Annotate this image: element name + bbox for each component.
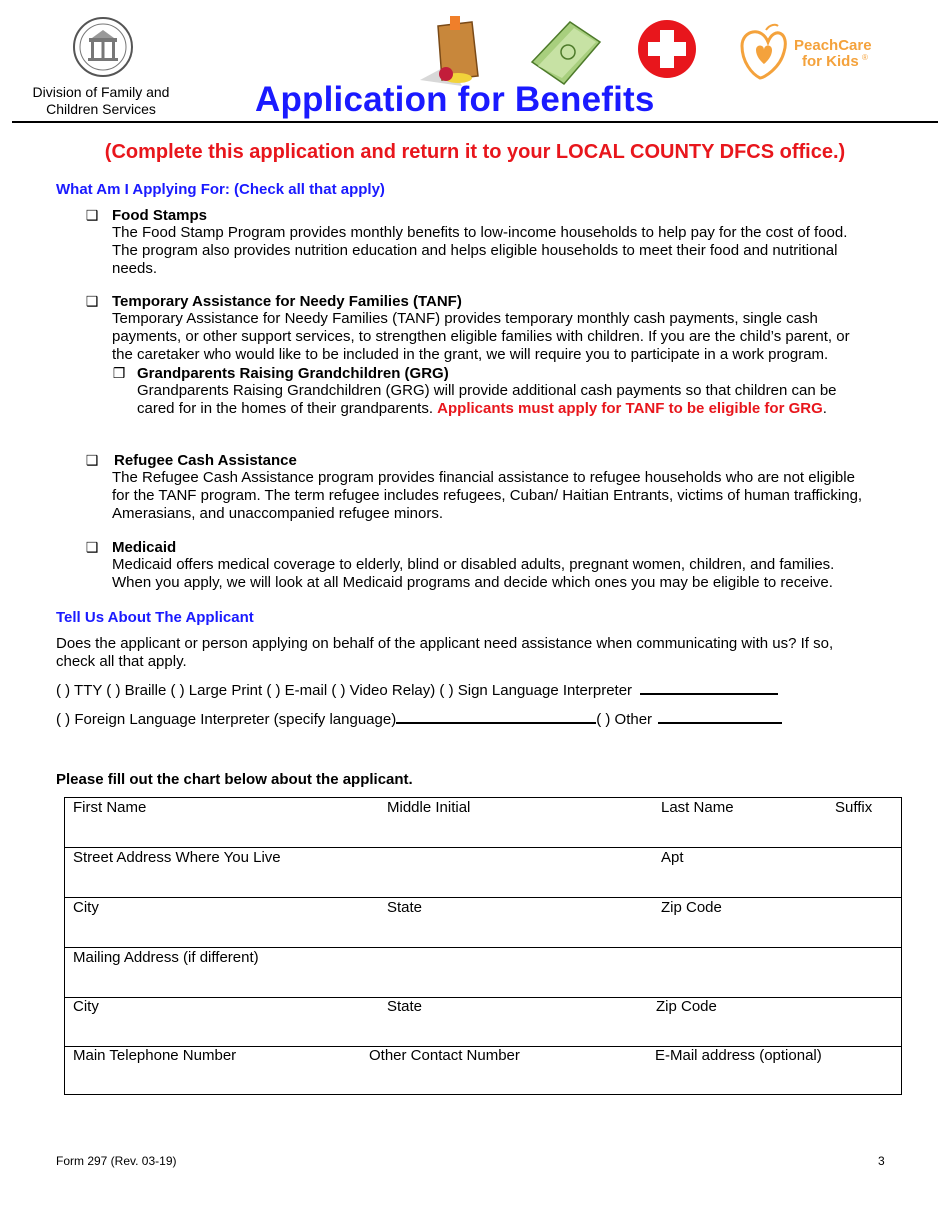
program-food-stamps xyxy=(84,207,894,278)
mailing-zip-code-field[interactable]: Zip Code xyxy=(656,998,717,1015)
email-address-field[interactable]: E-Mail address (optional) xyxy=(655,1047,822,1064)
city-field[interactable]: City xyxy=(73,899,99,916)
language-input[interactable] xyxy=(396,708,596,724)
mailing-state-field[interactable]: State xyxy=(387,998,423,1015)
chart-heading: Please fill out the chart below about the applicant. xyxy=(56,771,413,788)
state-field[interactable]: State xyxy=(387,899,423,916)
refugee-cash-checkbox[interactable]: ❑ xyxy=(85,452,99,468)
zip-code-field[interactable]: Zip Code xyxy=(661,899,722,916)
question-line-2: check all that apply. xyxy=(56,653,187,670)
peachcare-registered-mark: ® xyxy=(862,53,868,62)
program-title: Grandparents Raising Grandchildren (GRG) xyxy=(137,365,449,382)
communication-options[interactable]: ( ) TTY ( ) Braille ( ) Large Print ( ) E-mail ( ) Video Relay) ( ) Sign Language Interpreter xyxy=(56,682,633,699)
program-title: Refugee Cash Assistance xyxy=(114,452,297,469)
table-row xyxy=(65,848,901,898)
table-row xyxy=(65,898,901,948)
agency-line-2: Children Services xyxy=(46,101,156,117)
program-description-line xyxy=(137,400,901,418)
mailing-city-field[interactable]: City xyxy=(73,998,99,1015)
applicant-heading: Tell Us About The Applicant xyxy=(56,609,254,626)
money-stack-icon xyxy=(532,22,600,84)
program-description-line: Amerasians, and unaccompanied refugee minors. xyxy=(112,505,444,522)
last-name-field[interactable]: Last Name xyxy=(661,799,734,816)
program-title: Food Stamps xyxy=(112,207,208,224)
applicant-info-table xyxy=(64,797,902,1095)
other-option[interactable]: ( ) Other xyxy=(596,711,653,728)
other-input[interactable] xyxy=(658,708,782,724)
grg-eligibility-warning: Applicants must apply for TANF to be eligible for GRG xyxy=(437,400,823,417)
georgia-state-seal xyxy=(72,16,134,78)
medicaid-checkbox[interactable]: ❑ xyxy=(85,539,99,555)
grg-text-start: cared for in the homes of their grandparents. xyxy=(137,400,438,417)
program-description-line: Grandparents Raising Grandchildren (GRG) will provide additional cash payments so that children can be xyxy=(137,382,837,399)
tanf-checkbox[interactable]: ❑ xyxy=(85,293,99,309)
program-description-line: Medicaid offers medical coverage to elderly, blind or disabled adults, pregnant women, children, and families. xyxy=(112,556,835,573)
grocery-bag-icon xyxy=(420,16,478,86)
table-row xyxy=(65,1046,901,1096)
program-description-line: Temporary Assistance for Needy Families (TANF) provides temporary monthly cash payments, single cash xyxy=(112,310,818,327)
grg-checkbox[interactable]: ❒ xyxy=(112,365,126,381)
street-address-field[interactable]: Street Address Where You Live xyxy=(73,849,281,866)
table-row xyxy=(65,948,901,998)
program-title: Medicaid xyxy=(112,539,177,556)
food-stamps-checkbox[interactable]: ❑ xyxy=(85,207,99,223)
medical-cross-icon xyxy=(638,20,696,78)
mailing-address-field[interactable]: Mailing Address (if different) xyxy=(73,949,259,966)
foreign-language-option[interactable]: ( ) Foreign Language Interpreter (specify language) xyxy=(56,711,397,728)
peachcare-text-2: for Kids xyxy=(802,53,859,70)
communication-options-row-2 xyxy=(56,708,936,729)
program-refugee-cash xyxy=(84,452,894,523)
peachcare-logo-icon xyxy=(742,25,872,78)
form-id: Form 297 (Rev. 03-19) xyxy=(56,1154,177,1168)
program-description-line: for the TANF program. The term refugee includes refugees, Cuban/ Haitian Entrants, victims of human trafficking, xyxy=(112,487,863,504)
program-description-line: payments, or other support services, to strengthen eligible families with children. If you are the child’s parent, or xyxy=(112,328,850,345)
program-title: Temporary Assistance for Needy Families (TANF) xyxy=(112,293,462,310)
program-medicaid xyxy=(84,539,894,592)
program-description-line: needs. xyxy=(112,260,158,277)
question-line-1: Does the applicant or person applying on behalf of the applicant need assistance when communicating with us? If so, xyxy=(56,635,834,652)
program-description-line: The Food Stamp Program provides monthly benefits to low-income households to help pay for the cost of food. xyxy=(112,224,848,241)
peachcare-text-1: PeachCare xyxy=(794,37,872,54)
communication-options-row-1 xyxy=(56,679,936,700)
table-row xyxy=(65,798,901,848)
sign-language-input[interactable] xyxy=(640,679,778,695)
program-description-line: the caretaker who would like to be included in the grant, we will require you to participate in a work program. xyxy=(112,346,829,363)
main-telephone-field[interactable]: Main Telephone Number xyxy=(73,1047,237,1064)
first-name-field[interactable]: First Name xyxy=(73,799,147,816)
program-description-line: The program also provides nutrition education and helps eligible households to meet their food and nutritional xyxy=(112,242,838,259)
program-description-line: The Refugee Cash Assistance program provides financial assistance to refugee households who are not eligible xyxy=(112,469,855,486)
applying-for-heading: What Am I Applying For: (Check all that apply) xyxy=(56,181,385,198)
page-title: Application for Benefits xyxy=(255,80,655,119)
program-description-line: When you apply, we will look at all Medicaid programs and decide which ones you may be eligible to receive. xyxy=(112,574,833,591)
communication-question xyxy=(56,635,916,671)
agency-name xyxy=(26,84,176,118)
program-tanf xyxy=(84,293,894,364)
program-grg xyxy=(111,365,901,418)
page-number: 3 xyxy=(878,1154,885,1168)
suffix-field[interactable]: Suffix xyxy=(835,799,873,816)
grg-text-end: . xyxy=(822,400,827,417)
other-contact-field[interactable]: Other Contact Number xyxy=(369,1047,520,1064)
return-instruction: (Complete this application and return it to your LOCAL COUNTY DFCS office.) xyxy=(104,141,846,163)
middle-initial-field[interactable]: Middle Initial xyxy=(387,799,471,816)
agency-line-1: Division of Family and xyxy=(32,84,170,100)
header-divider xyxy=(12,121,938,123)
apt-field[interactable]: Apt xyxy=(661,849,684,866)
table-row xyxy=(65,997,901,1047)
